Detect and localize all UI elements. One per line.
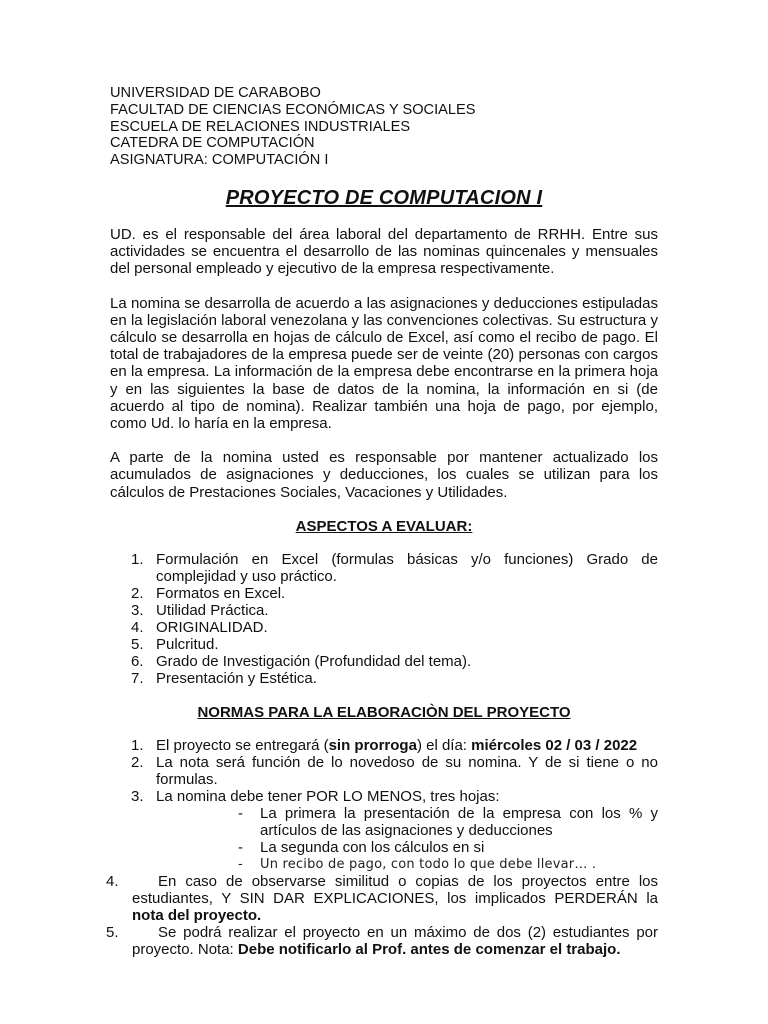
intro-paragraph: UD. es el responsable del área laboral del departamento de RRHH. Entre sus actividades se encuentra el desarrollo de las nominas quincenales y mensuales del personal empleado y ejecutivo de la empresa respectivamente. (110, 225, 658, 278)
nomina-paragraph: La nomina se desarrolla de acuerdo a las asignaciones y deducciones estipuladas en la legislación laboral venezolana y las convenciones colectivas. Su estructura y cálculo se desarrolla en hojas de cálculo de Excel, así como el recibo de pago. El total de trabajadores de la empresa puede ser de veinte (20) personas con cargos en la empresa. La información de la empresa debe encontrarse en la primera hoja y en las siguientes la base de datos de la nomina, la información en si (de acuerdo al tipo de nomina). Realizar también una hoja de pago, por ejemplo, como Ud. lo haría en la empresa. (110, 294, 658, 433)
header-line-faculty: FACULTAD DE CIENCIAS ECONÓMICAS Y SOCIALES (110, 101, 476, 118)
list-item (106, 923, 658, 958)
sheets-sublist (110, 805, 658, 873)
list-item (110, 585, 658, 602)
list-number: 6. (131, 652, 144, 670)
normas-list-continued (106, 872, 658, 958)
dash-bullet: - (238, 804, 243, 822)
list-item (110, 670, 658, 687)
list-item-text: En caso de observarse similitud o copias de los proyectos entre los estudiantes, Y SIN DAR EXPLICACIONES, los implicados PERDERÁN la (132, 872, 658, 907)
list-item (110, 636, 658, 653)
list-item-text: La nomina debe tener POR LO MENOS, tres hojas: (156, 787, 500, 805)
document-title: PROYECTO DE COMPUTACION I (225, 186, 543, 209)
list-item (110, 788, 658, 805)
list-item-text: Presentación y Estética. (156, 669, 317, 687)
list-number: 5. (131, 635, 144, 653)
sublist-item (110, 856, 658, 873)
list-number: 5. (106, 923, 119, 941)
list-item-text: Formulación en Excel (formulas básicas y/o funciones) Grado de complejidad y uso práctico. (156, 550, 658, 585)
list-item-text: Utilidad Práctica. (156, 601, 269, 619)
acumulados-paragraph: A parte de la nomina usted es responsable por mantener actualizado los acumulados de asignaciones y deducciones, los cuales se utilizan para los cálculos de Prestaciones Sociales, Vacaciones y Utilidades. (110, 449, 658, 501)
header-line-school: ESCUELA DE RELACIONES INDUSTRIALES (110, 118, 411, 135)
list-number: 2. (131, 753, 144, 771)
header-line-university: UNIVERSIDAD DE CARABOBO (110, 85, 321, 101)
dash-bullet: - (238, 856, 243, 872)
list-item (110, 551, 658, 585)
list-item (110, 653, 658, 670)
sublist-item (110, 805, 658, 839)
list-number: 3. (131, 787, 144, 805)
list-item-text: La nota será función de lo novedoso de su nomina. Y de si tiene o no formulas. (156, 753, 658, 788)
list-number: 7. (131, 669, 144, 687)
deadline-text-pre: El proyecto se entregará ( (156, 736, 329, 754)
list-item (110, 737, 658, 754)
list-item-text: Grado de Investigación (Profundidad del tema). (156, 652, 472, 670)
sublist-item-text: Un recibo de pago, con todo lo que debe llevar… . (260, 856, 597, 872)
sublist-item-text: La segunda con los cálculos en si (260, 838, 485, 856)
list-number: 1. (131, 550, 144, 568)
list-number: 4. (106, 872, 119, 890)
list-number: 4. (131, 618, 144, 636)
list-item-text: Formatos en Excel. (156, 584, 286, 602)
deadline-date: miércoles 02 / 03 / 2022 (471, 736, 638, 754)
list-number: 1. (131, 736, 144, 754)
list-item (110, 754, 658, 788)
deadline-text-mid: ) el día: (416, 736, 472, 754)
list-item-text: ORIGINALIDAD. (156, 618, 268, 636)
no-extension-text: sin prorroga (328, 736, 417, 754)
list-item-text: Pulcritud. (156, 635, 219, 653)
list-item (110, 602, 658, 619)
list-item (110, 619, 658, 636)
aspectos-list (110, 551, 658, 687)
list-item-text: Se podrá realizar el proyecto en un máximo de dos (2) estudiantes por proyecto. Nota: (132, 923, 658, 958)
aspectos-heading: ASPECTOS A EVALUAR: (295, 517, 473, 535)
sublist-item-text: La primera la presentación de la empresa con los % y artículos de las asignaciones y deducciones (260, 804, 658, 839)
header-line-chair: CATEDRA DE COMPUTACIÓN (110, 135, 315, 152)
notify-professor-text: Debe notificarlo al Prof. antes de comenzar el trabajo. (237, 940, 621, 958)
header-line-subject: ASIGNATURA: COMPUTACIÓN I (110, 152, 329, 169)
list-number: 3. (131, 601, 144, 619)
list-number: 2. (131, 584, 144, 602)
grade-penalty-text: nota del proyecto. (132, 906, 262, 924)
sublist-item (110, 839, 658, 856)
list-item (106, 872, 658, 924)
normas-heading: NORMAS PARA LA ELABORACIÒN DEL PROYECTO (197, 703, 571, 721)
dash-bullet: - (238, 838, 243, 856)
normas-list (110, 737, 658, 805)
institution-header (110, 85, 658, 169)
